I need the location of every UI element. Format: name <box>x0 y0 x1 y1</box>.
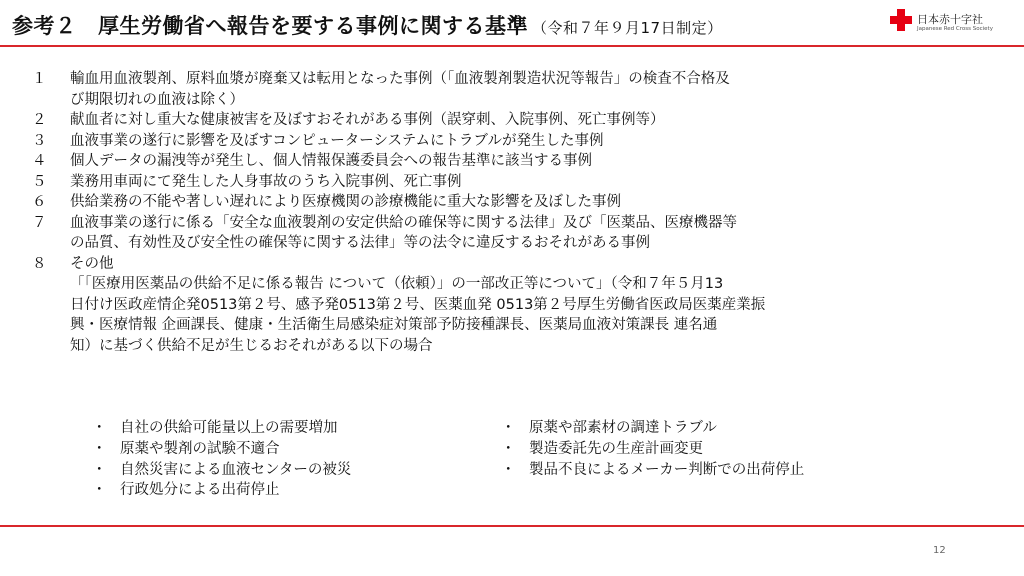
detail-line: 知）に基づく供給不足が生じるおそれがある以下の場合 <box>70 337 433 354</box>
bullet-mark: ・ <box>501 440 516 457</box>
item-text: 個人データの漏洩等が発生し、個人情報保護委員会への報告基準に該当する事例 <box>70 153 592 169</box>
title-text: 参考２ 厚生労働省へ報告を要する事例に関する基準 <box>12 14 528 38</box>
list-item <box>28 172 998 193</box>
bullet-item: ・ 製造委託先の生産計画変更 <box>501 439 804 460</box>
bullet-mark: ・ <box>92 461 107 478</box>
item-number: ５ <box>32 173 47 190</box>
bullet-mark: ・ <box>92 482 107 499</box>
item-number: ２ <box>32 112 47 128</box>
list-item <box>28 254 998 275</box>
bullet-item: ・ 製品不良によるメーカー判断での出荷停止 <box>501 460 804 481</box>
other-detail <box>28 274 998 356</box>
item-text: 供給業務の不能や著しい遅れにより医療機関の診療機能に重大な影響を及ぼした事例 <box>70 194 621 210</box>
bullet-item: ・ 自然災害による血液センターの被災 <box>92 460 351 481</box>
list-item <box>28 69 998 110</box>
item-text: 血液事業の遂行に係る「安全な血液製剤の安定供給の確保等に関する法律」及び「医薬品、医療機器等 の品質、有効性及び安全性の確保等に関する法律」等の法令に違反するおそれがある事例 <box>70 214 737 251</box>
red-cross-icon <box>890 9 912 31</box>
jrc-logo <box>890 9 1020 39</box>
item-number: ８ <box>32 255 47 272</box>
item-text: 血液事業の遂行に影響を及ぼすコンピューターシステムにトラブルが発生した事例 <box>70 132 604 149</box>
list-item <box>28 110 998 131</box>
header-divider <box>0 45 1024 47</box>
item-number: ４ <box>32 153 47 169</box>
item-text: 輸血用血液製剤、原料血漿が廃棄又は転用となった事例（「血液製剤製造状況等報告」の検査不合格及 び期限切れの血液は除く） <box>70 71 730 108</box>
detail-line: 日付け医政産情企発0513第２号、感予発0513第２号、医薬血発 0513第２号厚生労働省医政局医薬産業振 <box>70 296 766 313</box>
bullet-mark: ・ <box>92 420 107 436</box>
item-number: ３ <box>32 132 47 149</box>
item-number: ６ <box>32 194 47 210</box>
detail-line: 「「医療用医薬品の供給不足に係る報告 について（依頼）」の一部改正等について」（令和７年５月13 <box>70 276 724 292</box>
bullet-mark: ・ <box>501 420 516 436</box>
bullet-list-right <box>501 418 804 480</box>
detail-line: 興・医療情報 企画課長、健康・生活衛生局感染症対策部予防接種課長、医薬局血液対策課長 連名通 <box>70 317 718 333</box>
title-date: （令和７年９月17日制定） <box>532 19 723 37</box>
bullet-item: ・ 自社の供給可能量以上の需要増加 <box>92 418 351 439</box>
slide-title <box>12 10 723 40</box>
list-item <box>28 131 998 152</box>
bullet-item: ・ 行政処分による出荷停止 <box>92 480 351 501</box>
bullet-mark: ・ <box>501 461 516 478</box>
slide-header <box>0 0 1024 46</box>
bullet-mark: ・ <box>92 440 107 457</box>
item-text: 業務用車両にて発生した人身事故のうち入院事例、死亡事例 <box>70 173 462 190</box>
item-text: 献血者に対し重大な健康被害を及ぼすおそれがある事例（誤穿刺、入院事例、死亡事例等） <box>70 112 665 128</box>
list-item <box>28 213 998 254</box>
list-item <box>28 192 998 213</box>
logo-text-en: Japanese Red Cross Society <box>917 26 993 32</box>
logo-text-jp: 日本赤十字社 <box>917 13 983 26</box>
item-number: ７ <box>32 214 47 231</box>
item-text: その他 <box>70 255 114 272</box>
item-number: １ <box>32 71 47 87</box>
bullet-item: ・ 原薬や製剤の試験不適合 <box>92 439 351 460</box>
criteria-list <box>28 69 998 356</box>
page-number: 12 <box>933 545 946 556</box>
bullet-item: ・ 原薬や部素材の調達トラブル <box>501 418 804 439</box>
footer-divider <box>0 525 1024 527</box>
bullet-list-left <box>92 418 351 501</box>
list-item <box>28 151 998 172</box>
